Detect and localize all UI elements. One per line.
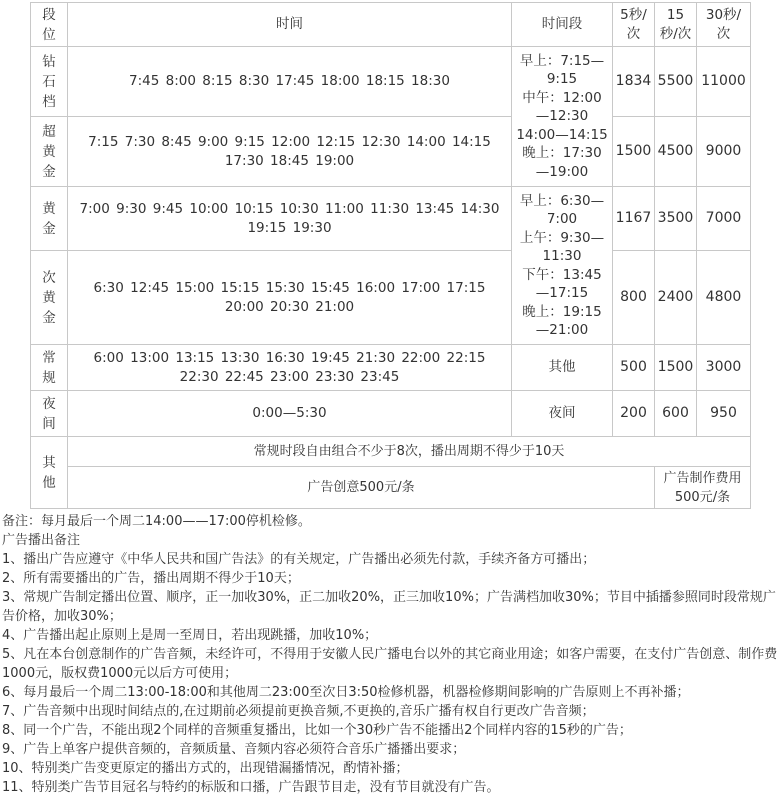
note-item: 2、所有需要播出的广告，播出周期不得少于10天； [2,571,300,586]
price-30s: 11000 [697,47,751,117]
table-row [31,251,751,345]
time-list: 6:00 13:00 13:15 13:30 16:30 19:45 21:30 22:00 22:15 22:30 22:45 23:00 23:30 23:45 [68,345,512,391]
maintenance-remark: 备注：每月最后一个周二14:00——17:00停机检修。 [2,514,311,529]
price-30s: 950 [697,391,751,437]
price-5s: 200 [613,391,655,437]
table-row [31,467,751,509]
price-15s: 5500 [655,47,697,117]
table-row [31,187,751,251]
creative-fee: 广告创意500元/条 [68,467,655,509]
time-list: 7:15 7:30 8:45 9:00 9:15 12:00 12:15 12:30 14:00 14:15 17:30 18:45 19:00 [68,117,512,187]
slot-group-2: 早上：6:30— 7:00 上午：9:30— 11:30 下午：13:45 —17:15 晚上：19:15 —21:00 [512,187,613,345]
note-item: 11、特别类广告节目冠名与特约的标版和口播，广告跟节目走，没有节目就没有广告。 [2,780,500,795]
note-item: 7、广告音频中出现时间结点的,在过期前必须提前更换音频,不更换的,音乐广播有权自行更改广告音频； [2,704,595,719]
price-5s: 1167 [613,187,655,251]
price-5s: 1834 [613,47,655,117]
note-item: 5、凡在本台创意制作的广告音频，未经许可，不得用于安徽人民广播电台以外的其它商业用途；如客户需要，在支付广告创意、制作费1000元，版权费1000元以后方可使用； [2,647,778,681]
price-30s: 7000 [697,187,751,251]
other-rule: 常规时段自由组合不少于8次，播出周期不得少于10天 [68,437,751,467]
notes-heading: 广告播出备注 [2,533,81,548]
note-item: 9、广告上单客户提供音频的，音频质量、音频内容必须符合音乐广播播出要求； [2,742,466,757]
rate-table [30,2,751,509]
segment-night: 夜 间 [31,391,68,437]
table-header-row [31,3,751,47]
table-row [31,47,751,117]
note-item: 6、每月最后一个周二13:00-18:00和其他周二23:00至次日3:50检修机器，机器检修期间影响的广告原则上不再补播； [2,685,690,700]
table-row [31,117,751,187]
time-list: 0:00—5:30 [68,391,512,437]
price-15s: 3500 [655,187,697,251]
header-time: 时间 [68,3,512,47]
segment-diamond: 钻 石 档 [31,47,68,117]
segment-gold: 黄 金 [31,187,68,251]
price-15s: 1500 [655,345,697,391]
production-fee: 广告制作费用 500元/条 [655,467,751,509]
table-row [31,345,751,391]
price-15s: 2400 [655,251,697,345]
table-row [31,437,751,467]
price-5s: 1500 [613,117,655,187]
price-30s: 4800 [697,251,751,345]
note-item: 4、广告播出起止原则上是周一至周日，若出现跳播，加收10%； [2,628,378,643]
note-item: 10、特别类广告变更原定的播出方式的，出现错漏播情况，酌情补播； [2,761,409,776]
note-item: 3、常规广告制定播出位置、顺序，正一加收30%，正二加收20%，正三加收10%；广告满档加收30%；节目中插播参照同时段常规广告价格，加收30%； [2,590,776,624]
price-30s: 9000 [697,117,751,187]
time-list: 6:30 12:45 15:00 15:15 15:30 15:45 16:00 17:00 17:15 20:00 20:30 21:00 [68,251,512,345]
header-price-5s: 5秒/ 次 [613,3,655,47]
note-item: 1、播出广告应遵守《中华人民共和国广告法》的有关规定，广告播出必须先付款，手续齐备方可播出； [2,552,596,567]
note-item: 8、同一个广告，不能出现2个同样的音频重复播出，比如一个30秒广告不能播出2个同样内容的15秒的广告； [2,723,632,738]
price-5s: 500 [613,345,655,391]
header-slot: 时间段 [512,3,613,47]
slot-group-1: 早上：7:15— 9:15 中午：12:00 —12:30 14:00—14:15 晚上：17:30 —19:00 [512,47,613,187]
price-15s: 4500 [655,117,697,187]
price-15s: 600 [655,391,697,437]
header-price-30s: 30秒/ 次 [697,3,751,47]
notes-section [2,512,781,797]
segment-sub-gold: 次 黄 金 [31,251,68,345]
segment-regular: 常 规 [31,345,68,391]
time-list: 7:45 8:00 8:15 8:30 17:45 18:00 18:15 18:30 [68,47,512,117]
time-list: 7:00 9:30 9:45 10:00 10:15 10:30 11:00 11:30 13:45 14:30 19:15 19:30 [68,187,512,251]
header-segment: 段 位 [31,3,68,47]
price-30s: 3000 [697,345,751,391]
price-5s: 800 [613,251,655,345]
segment-super-gold: 超 黄 金 [31,117,68,187]
slot-other: 其他 [512,345,613,391]
segment-other: 其 他 [31,437,68,509]
table-row [31,391,751,437]
header-price-15s: 15 秒/次 [655,3,697,47]
slot-night: 夜间 [512,391,613,437]
